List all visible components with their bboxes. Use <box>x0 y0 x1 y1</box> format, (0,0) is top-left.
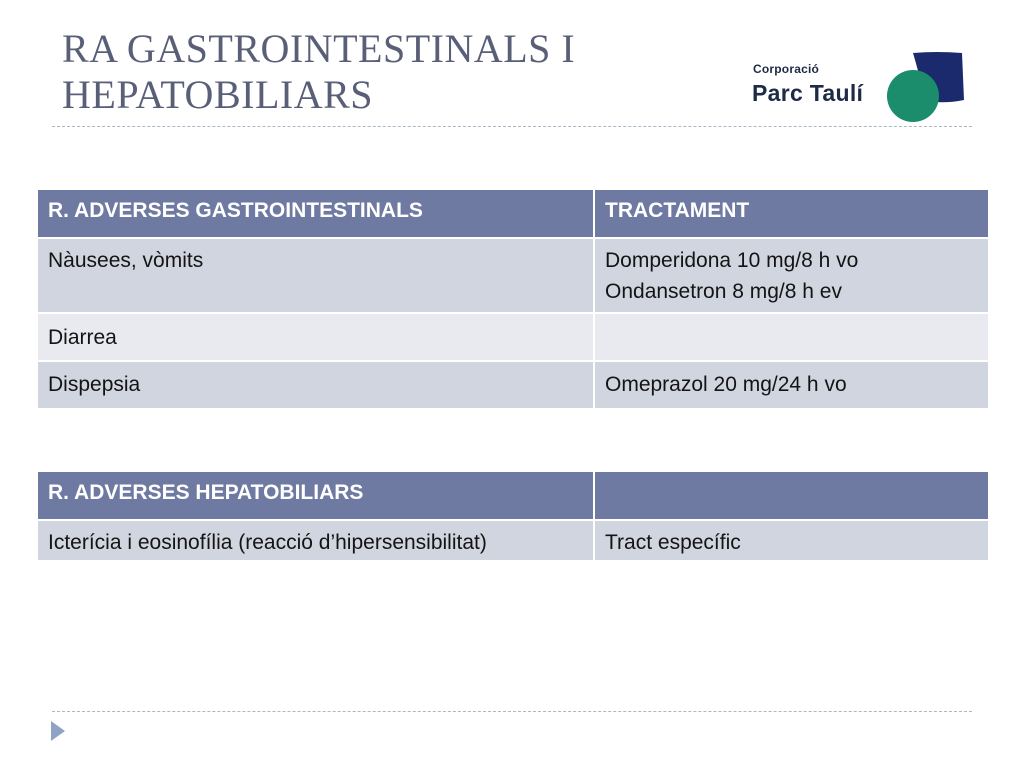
parc-tauli-logo <box>748 50 968 124</box>
slide-title <box>62 26 702 118</box>
header-cell-treatment: TRACTAMENT <box>594 189 989 238</box>
effect-cell: Diarrea <box>37 313 594 361</box>
footer-divider <box>52 711 972 712</box>
table-header-row <box>37 189 989 238</box>
treatment-line: Omeprazol 20 mg/24 h vo <box>605 373 847 396</box>
table-row <box>37 520 989 561</box>
header-cell-effects: R. ADVERSES HEPATOBILIARS <box>37 471 594 520</box>
treatment-cell-empty <box>594 313 989 361</box>
logo-small-text: Corporació <box>753 62 820 76</box>
gastrointestinal-table <box>36 188 990 410</box>
header-cell-empty <box>594 471 989 520</box>
slide-title-line-2: HEPATOBILIARS <box>62 72 374 117</box>
effect-cell: Dispepsia <box>37 361 594 409</box>
header-cell-effects: R. ADVERSES GASTROINTESTINALS <box>37 189 594 238</box>
effect-cell: Nàusees, vòmits <box>37 238 594 313</box>
treatment-cell <box>594 361 989 409</box>
table-row <box>37 313 989 361</box>
play-arrow-icon[interactable] <box>50 720 66 742</box>
hepatobiliary-table <box>36 470 990 562</box>
logo-mark-icon <box>885 50 967 124</box>
table-header-row <box>37 471 989 520</box>
table-row <box>37 361 989 409</box>
treatment-line: Ondansetron 8 mg/8 h ev <box>605 280 842 303</box>
table-row <box>37 238 989 313</box>
logo-big-text: Parc Taulí <box>752 80 864 106</box>
effect-cell: Icterícia i eosinofília (reacció d’hipersensibilitat) <box>37 520 594 561</box>
treatment-line: Tract específic <box>605 531 741 554</box>
slide-title-line-1: RA GASTROINTESTINALS I <box>62 26 576 71</box>
treatment-cell <box>594 520 989 561</box>
treatment-line: Domperidona 10 mg/8 h vo <box>605 249 859 272</box>
treatment-cell <box>594 238 989 313</box>
title-divider <box>52 126 972 127</box>
